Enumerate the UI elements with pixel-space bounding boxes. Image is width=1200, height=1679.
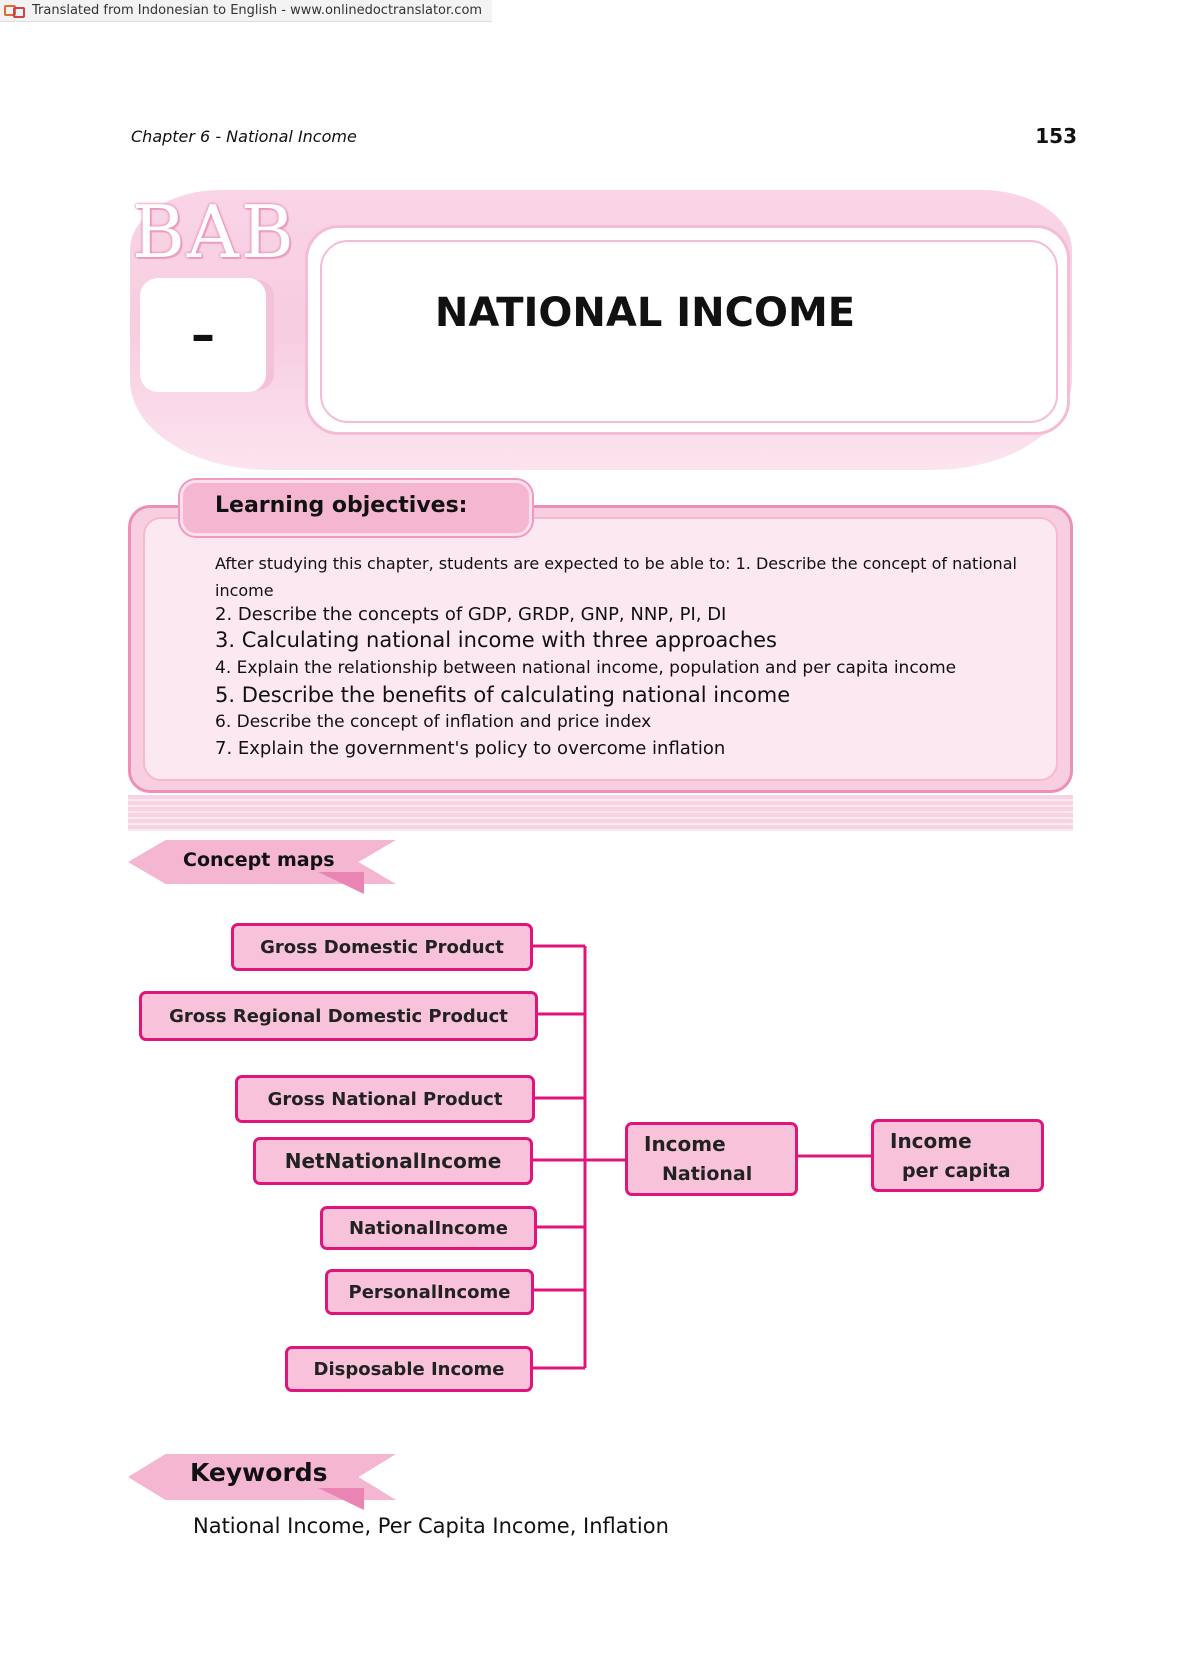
concept-node-label: PersonalIncome: [348, 1281, 511, 1303]
concept-node-gdp: [231, 923, 533, 971]
concept-node-pi: [325, 1269, 534, 1315]
concept-node-gnp: [235, 1075, 535, 1123]
concept-node-di: [285, 1346, 533, 1392]
objective-item: 7. Explain the government's policy to overcome inflation: [215, 738, 726, 759]
chapter-number: –: [191, 307, 215, 363]
concept-map-heading: Concept maps: [183, 849, 335, 871]
concept-node-grdp: [139, 991, 538, 1041]
concept-node-line2: per capita: [902, 1159, 1011, 1182]
concept-node-line2: National: [662, 1163, 753, 1185]
concept-node-label: Gross Regional Domestic Product: [169, 1005, 508, 1027]
page-number: 153: [1035, 124, 1077, 148]
keywords-heading: Keywords: [190, 1458, 328, 1487]
objective-item: 4. Explain the relationship between national income, population and per capita income: [215, 658, 957, 678]
objectives-intro: After studying this chapter, students are expected to be able to: 1. Describe the concept of national income: [215, 554, 1017, 600]
concept-node-per-capita-income: [871, 1119, 1044, 1192]
concept-node-label: Gross National Product: [267, 1088, 503, 1110]
objectives-heading: Learning objectives:: [215, 493, 468, 518]
keywords-text: National Income, Per Capita Income, Inflation: [193, 1514, 669, 1538]
concept-node-nni: [253, 1137, 533, 1185]
concept-node-ni: [320, 1206, 537, 1250]
concept-node-line1: Income: [890, 1128, 972, 1153]
chapter-label: BAB: [132, 190, 296, 274]
concept-node-label: NationalIncome: [349, 1217, 508, 1239]
concept-node-label: Gross Domestic Product: [260, 936, 504, 958]
concept-node-label: Disposable Income: [313, 1358, 505, 1380]
concept-node-line1: Income: [644, 1132, 726, 1156]
concept-node-label: NetNationalIncome: [284, 1149, 502, 1173]
objective-item: 3. Calculating national income with three approaches: [215, 628, 777, 652]
running-head: Chapter 6 - National Income: [131, 127, 357, 146]
objective-item: 6. Describe the concept of inflation and price index: [215, 712, 652, 732]
objective-item: 5. Describe the benefits of calculating national income: [215, 683, 791, 707]
chapter-title: NATIONAL INCOME: [434, 290, 856, 336]
translator-banner-text: Translated from Indonesian to English - www.onlinedoctranslator.com: [32, 3, 483, 18]
objective-item: 2. Describe the concepts of GDP, GRDP, GNP, NNP, PI, DI: [215, 604, 727, 625]
concept-node-national-income: [625, 1122, 798, 1196]
